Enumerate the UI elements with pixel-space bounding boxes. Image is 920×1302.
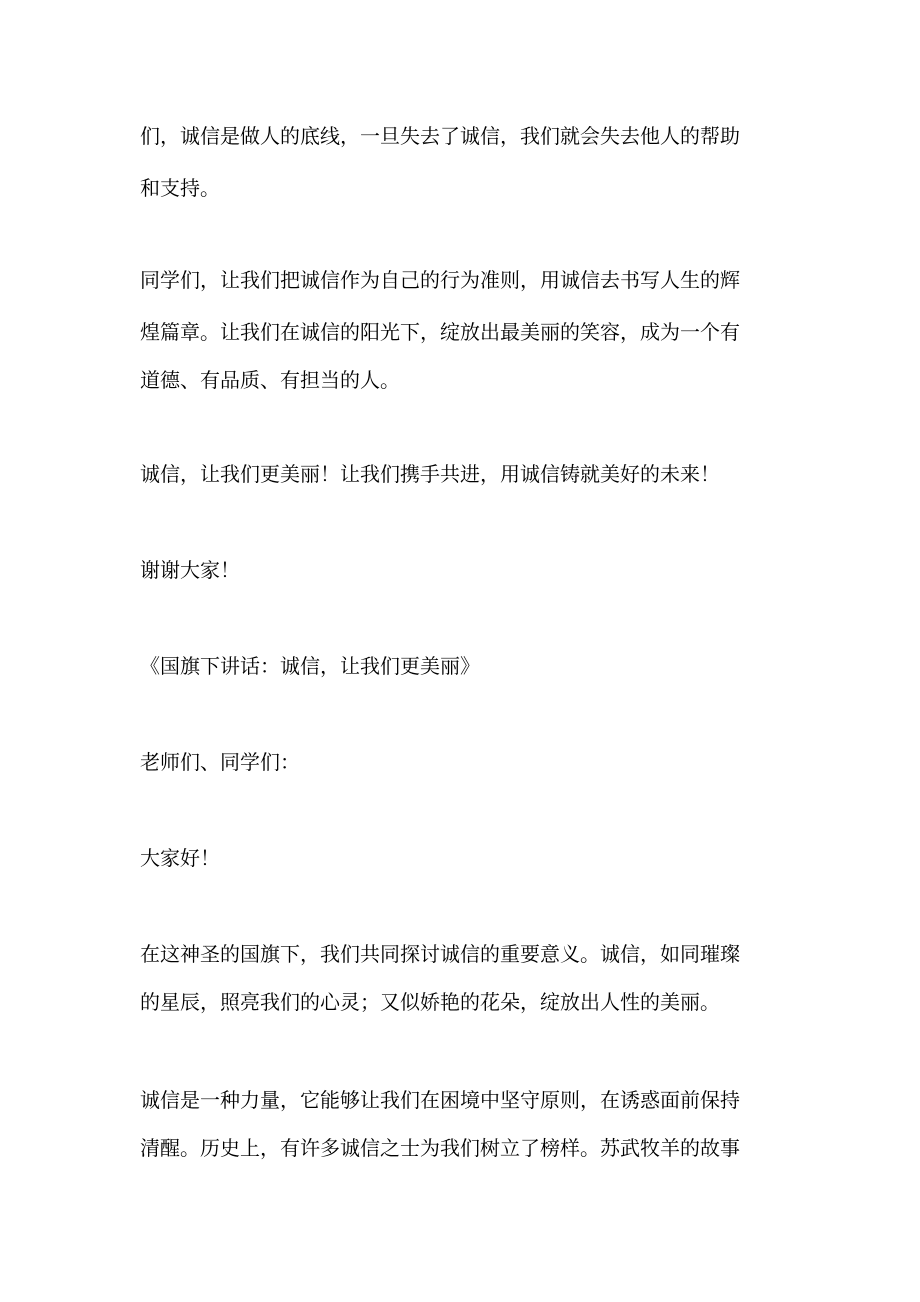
paragraph-2-line-3: 道德、有品质、有担当的人。: [140, 368, 400, 392]
paragraph-1-line-1: 们，诚信是做人的底线，一旦失去了诚信，我们就会失去他人的帮助: [140, 124, 740, 148]
salutation: 老师们、同学们：: [140, 750, 300, 774]
greeting: 大家好！: [140, 846, 220, 870]
speech-title: 《国旗下讲话：诚信，让我们更美丽》: [140, 654, 480, 678]
paragraph-2-line-2: 煌篇章。让我们在诚信的阳光下，绽放出最美丽的笑容，成为一个有: [140, 320, 740, 344]
paragraph-9-line-2: 清醒。历史上，有许多诚信之士为我们树立了榜样。苏武牧羊的故事: [140, 1136, 740, 1160]
paragraph-1-line-2: 和支持。: [140, 176, 220, 200]
paragraph-9-line-1: 诚信是一种力量，它能够让我们在困境中坚守原则，在诱惑面前保持: [140, 1088, 740, 1112]
paragraph-4-line-1: 谢谢大家！: [140, 558, 240, 582]
paragraph-2-line-1: 同学们，让我们把诚信作为自己的行为准则，用诚信去书写人生的辉: [140, 268, 740, 292]
paragraph-3-line-1: 诚信，让我们更美丽！让我们携手共进，用诚信铸就美好的未来！: [140, 462, 720, 486]
paragraph-8-line-2: 的星辰，照亮我们的心灵；又似娇艳的花朵，绽放出人性的美丽。: [140, 990, 720, 1014]
paragraph-8-line-1: 在这神圣的国旗下，我们共同探讨诚信的重要意义。诚信，如同璀璨: [140, 942, 740, 966]
